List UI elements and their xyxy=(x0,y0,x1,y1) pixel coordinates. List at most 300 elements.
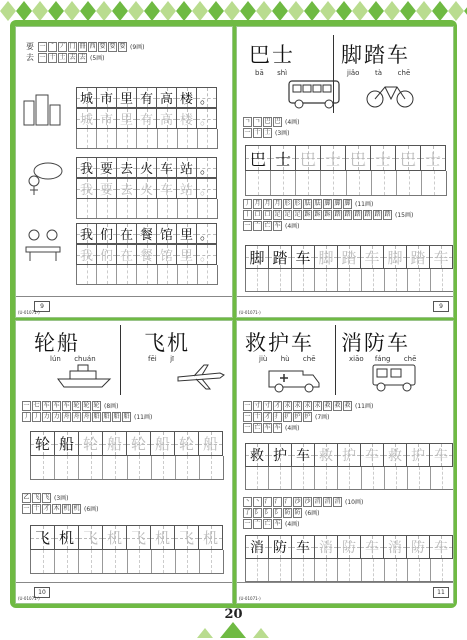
trace-character: 市 xyxy=(99,113,113,128)
stroke-order-row xyxy=(243,199,373,209)
trace-character: 我 xyxy=(79,183,93,198)
trace-character: 巴 xyxy=(299,149,316,169)
blank-cell[interactable] xyxy=(362,467,385,489)
blank-cell[interactable] xyxy=(408,467,431,489)
blank-cell[interactable] xyxy=(397,171,422,195)
grid-cell xyxy=(79,526,103,549)
grid-cell xyxy=(103,432,127,455)
stroke-step-box: 十 xyxy=(254,413,261,420)
stroke-step-box: 才 xyxy=(274,402,281,409)
airplane-icon xyxy=(174,361,226,391)
stroke-step-box: 氵 xyxy=(274,498,281,505)
blank-cell[interactable] xyxy=(246,559,269,581)
blank-cell[interactable] xyxy=(77,199,97,218)
model-character: 巴 xyxy=(249,149,266,169)
stroke-order-row xyxy=(243,128,290,138)
blank-writing-row[interactable] xyxy=(30,456,224,480)
pinyin-word-1: bā shì xyxy=(255,69,288,77)
blank-cell[interactable] xyxy=(97,129,117,148)
model-character: 我 xyxy=(79,162,93,177)
grid-cell xyxy=(79,432,103,455)
grid-cell xyxy=(371,146,396,170)
grid-cell xyxy=(77,224,97,243)
blank-cell[interactable] xyxy=(103,456,127,479)
grid-cell xyxy=(31,432,55,455)
blank-cell[interactable] xyxy=(362,269,385,291)
model-character: 们 xyxy=(99,228,113,243)
model-character: 高 xyxy=(159,92,173,107)
trace-character: 士 xyxy=(374,149,391,169)
grid-cell xyxy=(157,179,177,198)
band-diamond xyxy=(416,1,432,21)
grid-cell xyxy=(55,526,79,549)
trace-character: 高 xyxy=(159,113,173,128)
grid-cell xyxy=(157,88,177,107)
trace-character: 去 xyxy=(119,183,133,198)
grid-cell xyxy=(246,246,269,268)
blank-cell[interactable] xyxy=(97,265,117,284)
blank-cell[interactable] xyxy=(152,456,176,479)
stroke-step-box: 胠 xyxy=(314,200,321,207)
stroke-step-box: 扩 xyxy=(284,413,291,420)
workbook-page-1 xyxy=(15,26,233,318)
band-diamond xyxy=(96,1,112,21)
blank-cell[interactable] xyxy=(431,467,453,489)
grid-cell xyxy=(430,444,452,466)
model-character: 车 xyxy=(295,248,311,267)
stroke-step-box: 沙 xyxy=(304,498,311,505)
blank-cell[interactable] xyxy=(200,456,223,479)
grid-cell xyxy=(315,444,338,466)
stroke-step-box: 丿 xyxy=(23,413,30,420)
grid-cell xyxy=(292,246,315,268)
grid-cell xyxy=(361,246,384,268)
stroke-step-box: 轮 xyxy=(83,402,90,409)
trace-character: 士 xyxy=(324,149,341,169)
trace-character: 飞 xyxy=(82,529,98,547)
stroke-step-box: ㄱ xyxy=(244,118,251,125)
stroke-step-box: 丶 xyxy=(244,498,251,505)
bus-icon xyxy=(285,77,345,111)
stroke-order-row xyxy=(22,504,99,514)
stroke-order-row xyxy=(22,412,152,422)
blank-cell[interactable] xyxy=(79,550,103,573)
page-number-box: 9 xyxy=(34,301,50,312)
blank-cell[interactable] xyxy=(198,199,217,218)
stroke-count: (4画) xyxy=(285,425,300,432)
trace-character: 消 xyxy=(319,540,333,556)
stroke-step-box: 跅 xyxy=(314,211,321,218)
stroke-step-box: 月 xyxy=(254,200,261,207)
stroke-step-box: 车 xyxy=(264,424,271,431)
blank-writing-row[interactable] xyxy=(76,265,218,285)
stroke-step-box: 踏 xyxy=(354,211,361,218)
trace-character: 餐 xyxy=(139,249,153,264)
stroke-step-box: 要 xyxy=(119,43,126,50)
stroke-count: (15画) xyxy=(395,212,414,219)
model-character: 救 xyxy=(250,448,264,464)
blank-writing-row[interactable] xyxy=(245,171,447,196)
grid-cell xyxy=(151,432,175,455)
grid-cell xyxy=(338,246,361,268)
blank-cell[interactable] xyxy=(137,129,157,148)
blank-cell[interactable] xyxy=(338,467,361,489)
grid-cell xyxy=(117,179,137,198)
blank-cell[interactable] xyxy=(385,467,408,489)
page-footer xyxy=(237,582,453,603)
grid-cell xyxy=(246,444,269,466)
blank-cell[interactable] xyxy=(292,559,315,581)
trace-character: 我 xyxy=(79,249,93,264)
blank-cell[interactable] xyxy=(79,456,103,479)
band-diamond xyxy=(272,1,288,21)
grid-cell xyxy=(127,432,151,455)
grid-cell xyxy=(77,245,97,264)
blank-cell[interactable] xyxy=(292,269,315,291)
stroke-step-box: 才 xyxy=(264,413,271,420)
grid-cell xyxy=(137,158,157,177)
grid-cell xyxy=(271,146,296,170)
stroke-step-box: 冊 xyxy=(79,43,86,50)
stroke-order-row xyxy=(243,221,300,231)
stroke-step-box: 一 xyxy=(23,505,30,512)
grid-cell xyxy=(177,88,197,107)
stroke-order-row xyxy=(22,493,69,503)
blank-cell[interactable] xyxy=(269,269,292,291)
stroke-step-box: 踏 xyxy=(374,211,381,218)
band-diamond xyxy=(352,1,368,21)
blank-cell[interactable] xyxy=(117,265,137,284)
blank-cell[interactable] xyxy=(77,129,97,148)
grid-cell xyxy=(31,526,55,549)
stroke-step-box: 丆 xyxy=(59,43,66,50)
stroke-step-box: 踏 xyxy=(334,211,341,218)
trace-character: 车 xyxy=(159,183,173,198)
trace-character: 飞 xyxy=(178,529,194,547)
stroke-step-box: 阝 xyxy=(274,509,281,516)
blank-cell[interactable] xyxy=(158,265,178,284)
blank-cell[interactable] xyxy=(158,199,178,218)
trace-character: 要 xyxy=(99,183,113,198)
blank-cell[interactable] xyxy=(31,456,55,479)
blank-cell[interactable] xyxy=(128,456,152,479)
trace-character: 里 xyxy=(179,249,193,264)
grid-cell xyxy=(407,246,430,268)
blank-cell[interactable] xyxy=(77,265,97,284)
blank-cell[interactable] xyxy=(152,550,176,573)
stroke-step-box: 踏 xyxy=(344,211,351,218)
stroke-step-box: 一 xyxy=(39,43,46,50)
grid-cell xyxy=(361,444,384,466)
girl-with-train-icon xyxy=(22,161,64,197)
blank-writing-row[interactable] xyxy=(245,467,454,490)
grid-cell xyxy=(246,146,271,170)
trace-character: 防 xyxy=(411,540,425,556)
model-character: 市 xyxy=(99,92,113,107)
stroke-step-box: 亡 xyxy=(264,520,271,527)
stroke-step-box: 消 xyxy=(314,498,321,505)
grid-cell xyxy=(77,88,97,107)
trace-character: 在 xyxy=(119,249,133,264)
stroke-step-box: 防 xyxy=(294,509,301,516)
blank-cell[interactable] xyxy=(385,559,408,581)
blank-cell[interactable] xyxy=(103,550,127,573)
blank-cell[interactable] xyxy=(31,550,55,573)
ship-icon xyxy=(56,361,116,391)
stroke-step-box: 沙 xyxy=(294,498,301,505)
trace-character: 脚 xyxy=(318,248,334,267)
blank-cell[interactable] xyxy=(117,199,137,218)
blank-cell[interactable] xyxy=(431,269,453,291)
blank-cell[interactable] xyxy=(408,269,431,291)
stroke-count: (11画) xyxy=(355,201,374,208)
blank-cell[interactable] xyxy=(246,269,269,291)
band-diamond xyxy=(256,1,272,21)
grid-cell xyxy=(430,246,452,268)
grid-cell xyxy=(197,158,216,177)
stroke-count: (11画) xyxy=(355,403,374,410)
stroke-step-box: 船 xyxy=(103,413,110,420)
stroke-step-box: 力 xyxy=(43,413,50,420)
blank-writing-row[interactable] xyxy=(76,199,218,219)
blank-cell[interactable] xyxy=(338,269,361,291)
stroke-step-box: 一 xyxy=(244,222,251,229)
band-diamond xyxy=(0,1,16,21)
blank-cell[interactable] xyxy=(362,559,385,581)
stroke-step-box: 一 xyxy=(39,54,46,61)
blank-cell[interactable] xyxy=(271,171,296,195)
stroke-step-box: 舟 xyxy=(83,413,90,420)
stroke-step-box: 轮 xyxy=(93,402,100,409)
stroke-count: (11画) xyxy=(134,414,153,421)
stroke-step-box: 亡 xyxy=(254,424,261,431)
blank-cell[interactable] xyxy=(198,265,217,284)
stroke-step-box: 船 xyxy=(93,413,100,420)
blank-cell[interactable] xyxy=(117,129,137,148)
blank-cell[interactable] xyxy=(315,559,338,581)
blank-cell[interactable] xyxy=(198,129,217,148)
blank-cell[interactable] xyxy=(178,265,198,284)
grid-cell xyxy=(197,179,216,198)
blank-cell[interactable] xyxy=(200,550,223,573)
grid-cell xyxy=(97,224,117,243)
blank-writing-row[interactable] xyxy=(245,269,454,292)
model-character: 。 xyxy=(199,228,213,243)
grid-cell xyxy=(199,432,222,455)
blank-writing-row[interactable] xyxy=(245,559,454,582)
grid-cell xyxy=(151,526,175,549)
stroke-step-box: 丶 xyxy=(254,498,261,505)
stroke-step-box: 防 xyxy=(284,509,291,516)
stroke-step-box: 船 xyxy=(113,413,120,420)
stroke-step-box: 车 xyxy=(274,520,281,527)
blank-cell[interactable] xyxy=(321,171,346,195)
stroke-step-box: 七 xyxy=(33,402,40,409)
stroke-step-box: 氵 xyxy=(284,498,291,505)
stroke-step-box: 护 xyxy=(304,413,311,420)
character-grid-row xyxy=(76,244,217,265)
blank-cell[interactable] xyxy=(292,467,315,489)
grid-cell xyxy=(421,146,445,170)
stroke-step-box: 十 xyxy=(254,129,261,136)
model-character: 踏 xyxy=(272,248,288,267)
model-character: 去 xyxy=(119,162,133,177)
grid-cell xyxy=(117,224,137,243)
stroke-step-box: 护 xyxy=(294,413,301,420)
character-grid-row xyxy=(245,443,453,467)
stroke-order-row xyxy=(243,423,300,433)
stroke-step-box: 十 xyxy=(49,54,56,61)
stroke-step-box: 飞 xyxy=(33,494,40,501)
stroke-step-box: 踏 xyxy=(384,211,391,218)
pinyin-word-2: xiāo fáng chē xyxy=(349,355,417,363)
word-title-2: 消防车 xyxy=(341,331,410,355)
grid-cell xyxy=(269,536,292,558)
trace-character: 护 xyxy=(342,448,356,464)
blank-cell[interactable] xyxy=(158,129,178,148)
band-diamond xyxy=(48,1,64,21)
stroke-step-box: 船 xyxy=(123,413,130,420)
stroke-step-box: 车 xyxy=(43,402,50,409)
trace-character: 巴 xyxy=(399,149,416,169)
model-character: 车 xyxy=(159,162,173,177)
stroke-step-box: 肜 xyxy=(294,200,301,207)
footer-code: (U-01071-) xyxy=(239,310,261,315)
trace-character: 踏 xyxy=(341,248,357,267)
blank-cell[interactable] xyxy=(338,559,361,581)
grid-cell xyxy=(137,224,157,243)
page-footer xyxy=(237,296,453,317)
blank-cell[interactable] xyxy=(408,559,431,581)
blank-cell[interactable] xyxy=(176,550,200,573)
trace-character: 火 xyxy=(139,183,153,198)
band-diamond xyxy=(336,1,352,21)
grid-cell xyxy=(315,246,338,268)
stroke-step-box: 要 xyxy=(99,43,106,50)
stroke-step-box: 脚 xyxy=(334,200,341,207)
blank-cell[interactable] xyxy=(269,467,292,489)
stroke-order-row xyxy=(243,519,300,529)
model-character: 车 xyxy=(296,448,310,464)
trace-character: 轮 xyxy=(130,435,146,453)
stroke-step-box: 巴 xyxy=(264,118,271,125)
grid-cell xyxy=(103,526,127,549)
grid-cell xyxy=(177,179,197,198)
bicycle-icon xyxy=(365,77,415,111)
workbook-page-4 xyxy=(236,320,454,604)
band-diamond xyxy=(240,1,256,21)
blank-cell[interactable] xyxy=(296,171,321,195)
trace-character: 有 xyxy=(139,113,153,128)
blank-cell[interactable] xyxy=(269,559,292,581)
band-diamond xyxy=(32,1,48,21)
stroke-order-row xyxy=(243,210,413,220)
stroke-order-row xyxy=(243,508,320,518)
blank-cell[interactable] xyxy=(128,550,152,573)
stroke-step-box: 了 xyxy=(244,509,251,516)
blank-cell[interactable] xyxy=(422,171,446,195)
page-footer xyxy=(16,582,232,603)
blank-cell[interactable] xyxy=(315,467,338,489)
grid-cell xyxy=(292,444,315,466)
stroke-step-box: 脚 xyxy=(344,200,351,207)
grid-cell xyxy=(177,224,197,243)
blank-cell[interactable] xyxy=(137,199,157,218)
blank-cell[interactable] xyxy=(178,129,198,148)
stroke-step-box: 才 xyxy=(43,505,50,512)
model-character: 火 xyxy=(139,162,153,177)
stroke-step-box: 足 xyxy=(294,211,301,218)
blank-cell[interactable] xyxy=(385,269,408,291)
grid-cell xyxy=(197,224,216,243)
grid-cell xyxy=(157,245,177,264)
grid-cell xyxy=(157,109,177,128)
blank-cell[interactable] xyxy=(246,171,271,195)
stroke-step-box: 求 xyxy=(294,402,301,409)
blank-writing-row[interactable] xyxy=(76,129,218,149)
character-grid-row xyxy=(30,431,223,456)
grid-cell xyxy=(97,245,117,264)
stroke-order-row xyxy=(243,412,330,422)
stroke-order-row xyxy=(243,117,300,127)
trace-character: 机 xyxy=(202,529,218,547)
blank-cell[interactable] xyxy=(431,559,453,581)
grid-cell xyxy=(77,179,97,198)
band-diamond xyxy=(64,1,80,21)
grid-cell xyxy=(430,536,452,558)
band-diamond xyxy=(176,1,192,21)
stroke-step-box: 扌 xyxy=(274,413,281,420)
model-character: 脚 xyxy=(249,248,265,267)
trace-character: 里 xyxy=(119,113,133,128)
word-title-1: 巴士 xyxy=(249,43,295,67)
ambulance-icon xyxy=(267,365,321,393)
trace-character: 楼 xyxy=(179,113,193,128)
band-diamond xyxy=(112,1,128,21)
blank-cell[interactable] xyxy=(55,550,79,573)
blank-writing-row[interactable] xyxy=(30,550,224,574)
stroke-step-box: 消 xyxy=(324,498,331,505)
stroke-step-box: 丿 xyxy=(244,200,251,207)
model-character: 士 xyxy=(274,149,291,169)
stroke-step-box: 寸 xyxy=(264,402,271,409)
character-grid-row xyxy=(76,157,217,178)
stroke-step-box: 车 xyxy=(274,222,281,229)
stroke-step-box: 土 xyxy=(59,54,66,61)
blank-cell[interactable] xyxy=(97,199,117,218)
word-title-2: 脚踏车 xyxy=(341,43,410,67)
blank-cell[interactable] xyxy=(176,456,200,479)
blank-cell[interactable] xyxy=(372,171,397,195)
trace-character: 消 xyxy=(388,540,402,556)
blank-cell[interactable] xyxy=(315,269,338,291)
blank-cell[interactable] xyxy=(137,265,157,284)
trace-character: 机 xyxy=(106,529,122,547)
band-diamond xyxy=(128,1,144,21)
stroke-count: (6画) xyxy=(305,510,320,517)
blank-cell[interactable] xyxy=(246,467,269,489)
grid-cell xyxy=(117,88,137,107)
blank-cell[interactable] xyxy=(347,171,372,195)
trace-character: 船 xyxy=(154,435,170,453)
family-dining-icon xyxy=(22,227,64,263)
character-grid-row xyxy=(245,245,453,269)
stroke-step-box: 巴 xyxy=(274,118,281,125)
blank-cell[interactable] xyxy=(55,456,79,479)
blank-cell[interactable] xyxy=(178,199,198,218)
stroke-count: (4画) xyxy=(285,223,300,230)
grid-cell xyxy=(137,109,157,128)
